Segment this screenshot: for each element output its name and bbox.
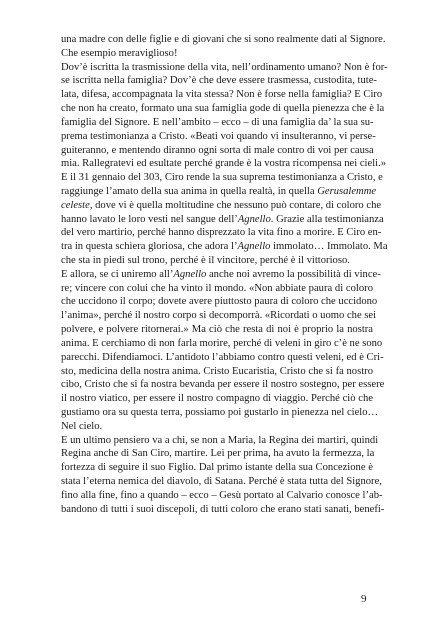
- document-body: [61, 33, 388, 516]
- text-line: hanno lavato le loro vesti nel sangue dell’Agnello. Grazie alla testimonianza: [61, 213, 384, 225]
- text-line: che uccidono il corpo; dovete avere piuttosto paura di coloro che uccidono: [61, 296, 378, 308]
- text-line: che sta in piedi sul trono, perché è il vincitore, perché è il vittorioso.: [61, 255, 350, 266]
- text-line: parecchi. Difendiamoci. L’antidoto l’abbiamo contro questi veleni, ed è Cri-: [61, 351, 384, 363]
- text-line: una madre con delle figlie e di giovani che si sono realmente dati al Signore.: [61, 34, 386, 45]
- page-number: 9: [361, 593, 367, 605]
- text-line: Nel cielo.: [61, 420, 103, 432]
- text-line: celeste, dove vi è quella moltitudine che nessuno può contare, di coloro che: [61, 199, 382, 211]
- text-line: fortezza di seguire il suo Figlio. Dal primo istante della sua Concezione è: [61, 462, 373, 474]
- text-line: raggiunge l’amato della sua anima in quella realtà, in quella Gerusalemme: [61, 185, 377, 197]
- text-line: polvere, e polvere ritornerai.» Ma ciò che resta di noi è proprio la nostra: [61, 324, 373, 336]
- text-line: famiglia del Signore. E nell’ambito – ecco – di una famiglia da’ la sua su-: [61, 116, 374, 128]
- text-line: Dov’è iscritta la trasmissione della vita, nell’ordinamento umano? Non è for-: [61, 61, 388, 73]
- text-line: gustiamo ora su questa terra, possiamo poi gustarlo in pienezza nel cielo…: [61, 406, 379, 418]
- text-line: lata, difesa, accompagnata la vita stessa? Non è forse nella famiglia? E Ciro: [61, 89, 383, 101]
- text-line: il nostro viatico, per essere il nostro compagno di viaggio. Perché ciò che: [61, 393, 373, 405]
- text-line: E allora, se ci uniremo all’Agnello anche noi avremo la possibilità di vince-: [61, 268, 381, 280]
- text-line: prema testimonianza a Cristo. «Beati voi quando vi insulteranno, vi perse-: [61, 130, 376, 142]
- text-line: che non ha creato, formato una sua famiglia gode di quella pienezza che è la: [61, 103, 385, 115]
- text-line: stata l’eterna nemica del diavolo, di Satana. Perché è stata tutta del Signore,: [61, 476, 382, 487]
- text-body: [61, 33, 388, 516]
- text-line: cibo, Cristo che si fa nostra bevanda per essere il nostro sostegno, per essere: [61, 379, 385, 391]
- text-line: re; vincere con colui che ha vinto il mondo. «Non abbiate paura di coloro: [61, 282, 373, 294]
- text-line: guiteranno, e mentendo diranno ogni sorta di male contro di voi per causa: [61, 144, 374, 156]
- text-line: Regina anche di San Ciro, martire. Lei per prima, ha avuto la fermezza, la: [61, 448, 375, 460]
- text-line: tra in questa schiera gloriosa, che adora l’Agnello immolato… Immolato. Ma: [61, 241, 388, 253]
- text-line: Che esempio meraviglioso!: [61, 47, 178, 59]
- text-line: mia. Rallegratevi ed esultate perché grande è la vostra ricompensa nei cieli.»: [61, 158, 387, 170]
- text-line: l’anima», perché il nostro corpo si decomporrà. «Ricordati o uomo che sei: [61, 310, 377, 322]
- text-line: se iscritta nella famiglia? Dov’è che deve essere trasmessa, custodita, tute-: [61, 75, 377, 87]
- text-line: E il 31 gennaio del 303, Ciro rende la sua suprema testimonianza a Cristo, e: [61, 172, 383, 184]
- text-line: E un ultimo pensiero va a chi, se non a Maria, la Regina dei martiri, quindi: [61, 434, 379, 446]
- text-line: sto, medicina della nostra anima. Cristo Eucaristia, Cristo che si fa nostro: [61, 365, 373, 377]
- text-line: del vero martirio, perché hanno disprezzato la vita fino a morire. E Ciro en-: [61, 227, 382, 239]
- text-line: bandono di tutti i suoi discepoli, di tutti coloro che erano stati sanati, benefi-: [61, 503, 385, 515]
- text-line: fino alla fine, fino a quando – ecco – Gesù portato al Calvario conosce l’ab-: [61, 489, 383, 501]
- text-line: anima. E cerchiamo di non farla morire, perché di veleni in giro c’è ne sono: [61, 337, 383, 349]
